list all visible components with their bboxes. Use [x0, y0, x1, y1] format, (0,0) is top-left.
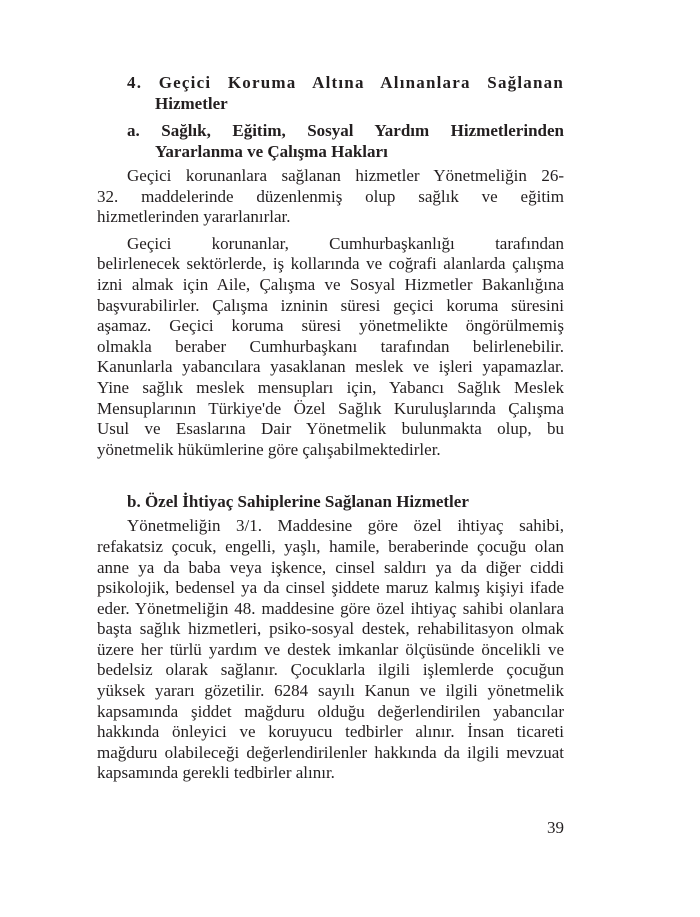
heading-line: 4. Geçici Koruma Altına Alınanlara Sağlanan [127, 73, 564, 92]
text-line: belirlenecek sektörlerde, iş kollarında ve coğrafi alanlarda çalışma [97, 254, 564, 274]
text-line: Yönetmeliğin 3/1. Maddesine göre özel ihtiyaç sahibi, [127, 516, 564, 536]
text-line: kapsamında şiddet mağduru olduğu değerlendirilen yabancılar [97, 701, 564, 721]
text-line: anne ya da baba veya işkence, cinsel saldırı ya da diğer ciddi [97, 557, 564, 577]
text-line: yönetmelik hükümlerine göre çalışabilmektedirler. [97, 439, 441, 459]
text-line: olmakla beraber Cumhurbaşkanı tarafından belirlenebilir. [97, 336, 564, 356]
paragraph [97, 166, 564, 228]
heading-line: b. Özel İhtiyaç Sahiplerine Sağlanan Hizmetler [127, 492, 469, 512]
text-line: Geçici korunanlara sağlanan hizmetler Yönetmeliğin 26- [127, 166, 564, 185]
text-line: Mensuplarının Türkiye'de Özel Sağlık Kuruluşlarında Çalışma [97, 398, 564, 418]
text-line: başta sağlık hizmetleri, psiko-sosyal destek, rehabilitasyon olmak [97, 619, 564, 639]
text-line: Yine sağlık meslek mensupları için, Yabancı Sağlık Meslek [97, 377, 564, 397]
text-line: hakkında önleyici ve koruyucu tedbirler alınır. İnsan ticareti [97, 722, 564, 742]
text-line: kapsamında gerekli tedbirler alınır. [97, 763, 335, 783]
page-number: 39 [547, 818, 564, 837]
paragraph [97, 234, 564, 461]
section-a-heading [97, 120, 564, 162]
text-line: eder. Yönetmeliğin 48. maddesine göre özel ihtiyaç sahibi olanlara [97, 598, 564, 618]
section-4-heading [97, 72, 564, 114]
text-line: aşamaz. Geçici koruma süresi yönetmelikte öngörülmemiş [97, 316, 564, 336]
text-line: Usul ve Esaslarına Dair Yönetmelik bulunmakta olup, bu [97, 419, 564, 439]
text-line: üzere her türlü yardım ve destek imkanlar ölçüsünde öncelikli ve [97, 639, 564, 659]
text-line: psikolojik, bedensel ya da cinsel şiddete maruz kalmış kişiyi ifade [97, 578, 564, 598]
paragraph [97, 516, 564, 784]
text-line: yüksek yararı gözetilir. 6284 sayılı Kanun ve ilgili yönetmelik [97, 681, 564, 701]
heading-line: a. Sağlık, Eğitim, Sosyal Yardım Hizmetlerinden [127, 121, 564, 140]
text-line: bedelsiz olarak sağlanır. Çocuklarla ilgili işlemlerde çocuğun [97, 660, 564, 680]
text-line: mağduru olabileceği değerlendirilenler hakkında da ilgili mevzuat [97, 742, 564, 762]
text-line: refakatsiz çocuk, engelli, yaşlı, hamile, beraberinde çocuğu olan [97, 536, 564, 556]
section-b-heading [97, 491, 564, 512]
text-line: başvurabilirler. Çalışma izninin süresi geçici koruma süresini [97, 295, 564, 315]
text-line: izni almak için Aile, Çalışma ve Sosyal Hizmetler Bakanlığına [97, 274, 564, 294]
page-content [97, 72, 564, 784]
text-line: Geçici korunanlar, Cumhurbaşkanlığı tarafından [127, 233, 564, 253]
text-line: 32. maddelerinde düzenlenmiş olup sağlık ve eğitim [97, 186, 564, 206]
heading-line: Yararlanma ve Çalışma Hakları [155, 142, 388, 161]
text-line: hizmetlerinden yararlanırlar. [97, 207, 291, 227]
text-line: Kanunlarla yabancılara yasaklanan meslek ve işleri yapamazlar. [97, 357, 564, 377]
heading-line: Hizmetler [155, 94, 228, 113]
